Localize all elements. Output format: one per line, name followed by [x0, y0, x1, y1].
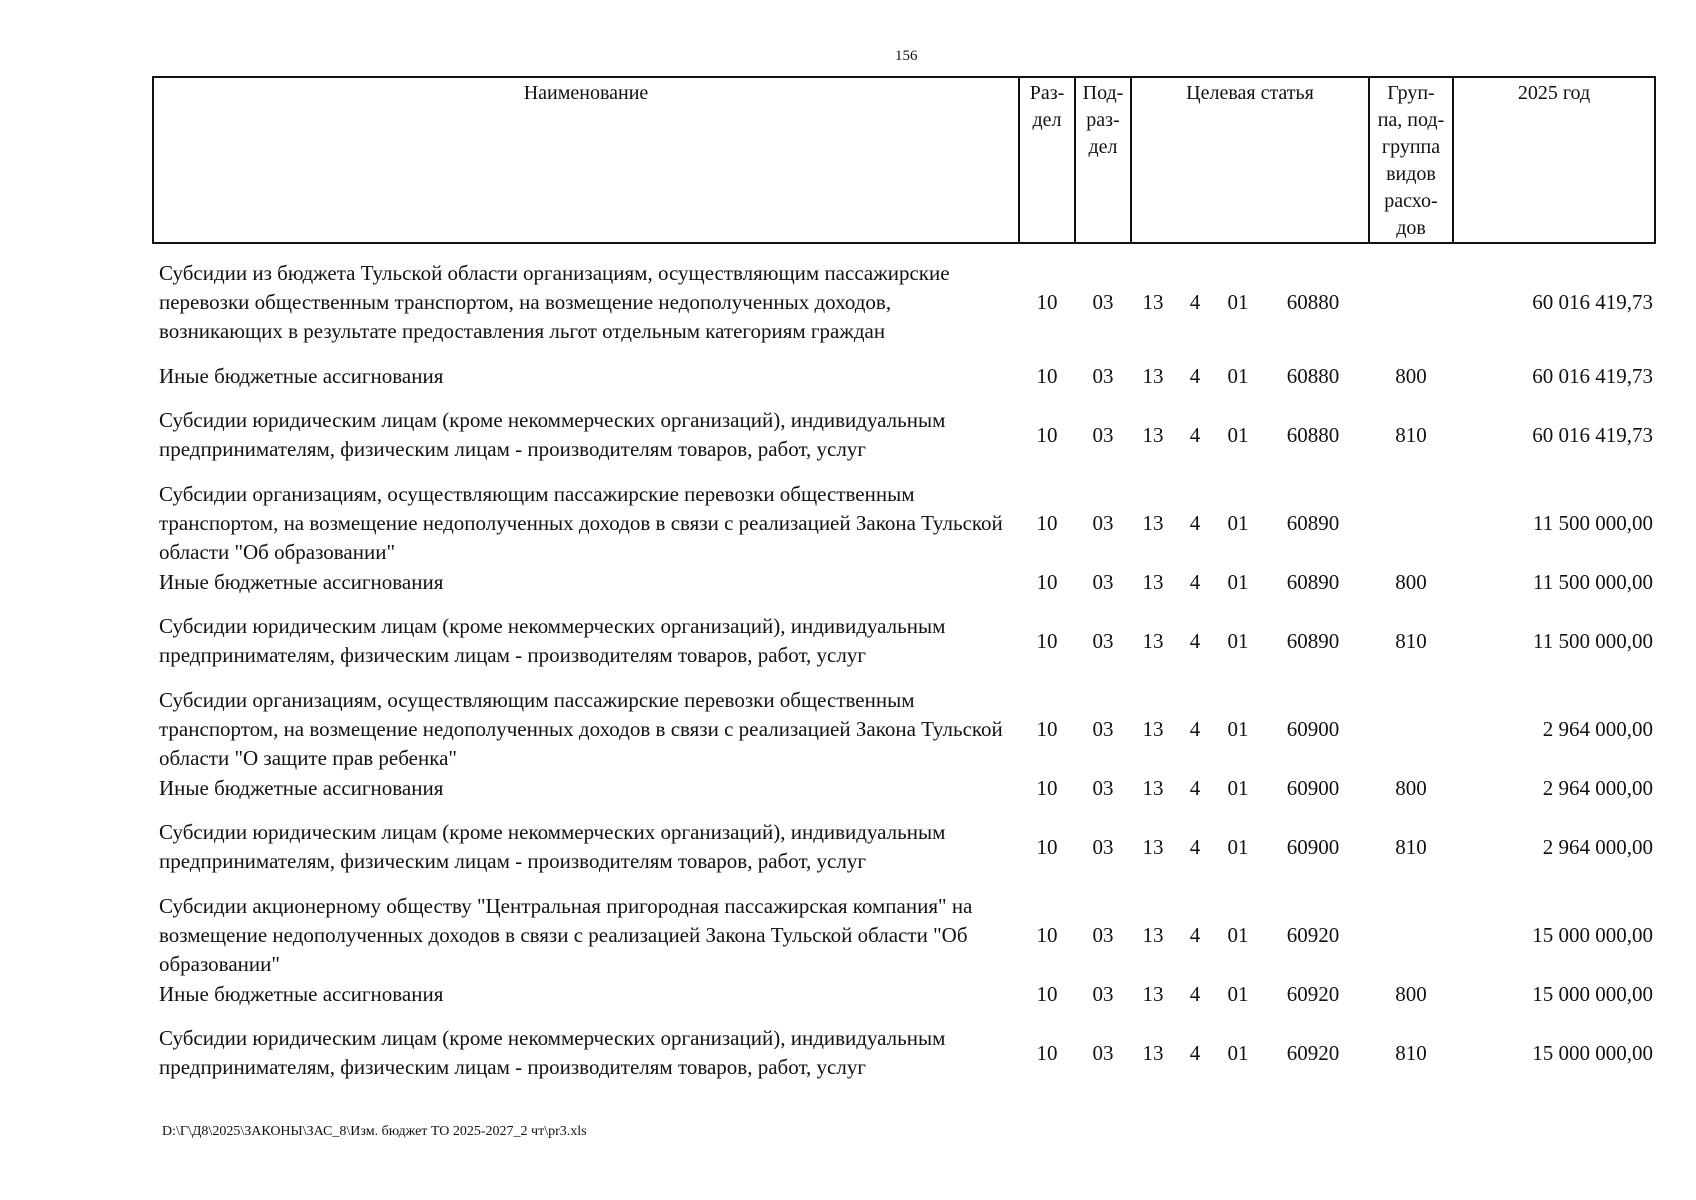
target-part-4: 60920 — [1286, 1040, 1340, 1065]
row-target-article — [1131, 361, 1369, 391]
row-expense-group — [1369, 685, 1453, 773]
target-part-4: 60900 — [1286, 716, 1340, 741]
row-amount: 2 964 000,00 — [1542, 775, 1653, 800]
table-row — [153, 891, 1655, 979]
row-razdel: 10 — [1036, 775, 1058, 800]
row-razdel: 10 — [1036, 628, 1058, 653]
row-name: Иные бюджетные ассигнования — [159, 775, 444, 800]
target-part-3: 01 — [1227, 981, 1249, 1006]
row-razdel: 10 — [1036, 716, 1058, 741]
row-name: Субсидии юридическим лицам (кроме некоммерческих организаций), индивидуальным предпринимателям, физическим лицам - производителям товаров, работ, услуг — [159, 614, 946, 667]
target-part-3: 01 — [1227, 569, 1249, 594]
table-row — [153, 597, 1655, 685]
target-part-3: 01 — [1227, 834, 1249, 859]
target-part-4: 60900 — [1286, 834, 1340, 859]
row-podrazdel: 03 — [1092, 922, 1114, 947]
row-expense-group: 810 — [1395, 834, 1427, 859]
row-target-article — [1131, 391, 1369, 479]
row-target-article — [1131, 979, 1369, 1009]
target-part-3: 01 — [1227, 363, 1249, 388]
row-podrazdel: 03 — [1092, 510, 1114, 535]
target-part-1: 13 — [1142, 628, 1164, 653]
target-part-4: 60890 — [1286, 628, 1340, 653]
row-name: Иные бюджетные ассигнования — [159, 981, 444, 1006]
row-amount: 60 016 419,73 — [1532, 422, 1653, 447]
target-part-1: 13 — [1142, 775, 1164, 800]
row-name: Субсидии юридическим лицам (кроме некоммерческих организаций), индивидуальным предпринимателям, физическим лицам - производителям товаров, работ, услуг — [159, 1026, 946, 1079]
row-amount: 11 500 000,00 — [1533, 628, 1653, 653]
table-row — [153, 391, 1655, 479]
header-target-article: Целевая статья — [1131, 77, 1369, 243]
target-part-3: 01 — [1227, 290, 1249, 314]
row-podrazdel: 03 — [1092, 290, 1114, 314]
target-part-1: 13 — [1142, 834, 1164, 859]
row-amount: 11 500 000,00 — [1533, 510, 1653, 535]
row-podrazdel: 03 — [1092, 775, 1114, 800]
row-podrazdel: 03 — [1092, 981, 1114, 1006]
row-amount: 15 000 000,00 — [1532, 922, 1653, 947]
row-expense-group — [1369, 479, 1453, 567]
target-part-2: 4 — [1189, 422, 1201, 447]
header-year-2025: 2025 год — [1453, 77, 1655, 243]
row-name: Иные бюджетные ассигнования — [159, 363, 444, 388]
target-part-1: 13 — [1142, 922, 1164, 947]
row-razdel: 10 — [1036, 834, 1058, 859]
target-part-4: 60920 — [1286, 981, 1340, 1006]
target-part-1: 13 — [1142, 1040, 1164, 1065]
row-expense-group: 800 — [1395, 981, 1427, 1006]
target-part-4: 60900 — [1286, 775, 1340, 800]
row-expense-group — [1369, 243, 1453, 361]
target-part-1: 13 — [1142, 290, 1164, 314]
header-razdel: Раз- дел — [1019, 77, 1075, 243]
row-name: Субсидии из бюджета Тульской области организациям, осуществляющим пассажирские перевозки общественным транспортом, на возмещение недополученных доходов, возникающих в результате предоставления льгот отдельным категориям граждан — [159, 261, 950, 343]
row-amount: 60 016 419,73 — [1532, 363, 1653, 388]
row-amount: 2 964 000,00 — [1542, 716, 1653, 741]
row-expense-group — [1369, 891, 1453, 979]
row-target-article — [1131, 1009, 1369, 1097]
row-razdel: 10 — [1036, 569, 1058, 594]
table-row — [153, 479, 1655, 567]
target-part-1: 13 — [1142, 716, 1164, 741]
target-part-2: 4 — [1189, 569, 1201, 594]
target-part-2: 4 — [1189, 922, 1201, 947]
row-razdel: 10 — [1036, 510, 1058, 535]
target-part-4: 60920 — [1286, 922, 1340, 947]
row-amount: 60 016 419,73 — [1532, 290, 1653, 314]
target-part-2: 4 — [1189, 716, 1201, 741]
row-target-article — [1131, 773, 1369, 803]
table-row — [153, 803, 1655, 891]
table-row — [153, 361, 1655, 391]
row-target-article — [1131, 891, 1369, 979]
row-razdel: 10 — [1036, 1040, 1058, 1065]
table-row — [153, 685, 1655, 773]
target-part-2: 4 — [1189, 775, 1201, 800]
table-row — [153, 1009, 1655, 1097]
target-part-1: 13 — [1142, 569, 1164, 594]
row-name: Субсидии организациям, осуществляющим пассажирские перевозки общественным транспортом, на возмещение недополученных доходов в связи с реализацией Закона Тульской области "О защите прав ребенка" — [159, 687, 1003, 770]
row-razdel: 10 — [1036, 922, 1058, 947]
row-podrazdel: 03 — [1092, 569, 1114, 594]
target-part-2: 4 — [1189, 628, 1201, 653]
target-part-3: 01 — [1227, 422, 1249, 447]
row-name: Субсидии юридическим лицам (кроме некоммерческих организаций), индивидуальным предпринимателям, физическим лицам - производителям товаров, работ, услуг — [159, 820, 946, 873]
row-expense-group: 800 — [1395, 569, 1427, 594]
header-podrazdel: Под- раз- дел — [1075, 77, 1131, 243]
target-part-2: 4 — [1189, 981, 1201, 1006]
row-amount: 15 000 000,00 — [1532, 1040, 1653, 1065]
target-part-3: 01 — [1227, 628, 1249, 653]
target-part-4: 60890 — [1286, 510, 1340, 535]
target-part-3: 01 — [1227, 1040, 1249, 1065]
row-razdel: 10 — [1036, 981, 1058, 1006]
target-part-2: 4 — [1189, 834, 1201, 859]
row-amount: 15 000 000,00 — [1532, 981, 1653, 1006]
table-row — [153, 567, 1655, 597]
row-razdel: 10 — [1036, 422, 1058, 447]
row-amount: 11 500 000,00 — [1533, 569, 1653, 594]
target-part-4: 60880 — [1286, 422, 1340, 447]
row-target-article — [1131, 243, 1369, 361]
row-target-article — [1131, 803, 1369, 891]
row-name: Субсидии юридическим лицам (кроме некоммерческих организаций), индивидуальным предпринимателям, физическим лицам - производителям товаров, работ, услуг — [159, 408, 946, 461]
target-part-3: 01 — [1227, 922, 1249, 947]
budget-table-container — [152, 76, 1654, 1097]
budget-table — [152, 76, 1656, 1097]
table-row — [153, 773, 1655, 803]
row-expense-group: 800 — [1395, 775, 1427, 800]
target-part-1: 13 — [1142, 510, 1164, 535]
row-name: Субсидии организациям, осуществляющим пассажирские перевозки общественным транспортом, на возмещение недополученных доходов в связи с реализацией Закона Тульской области "Об образовании" — [159, 481, 1003, 564]
table-row — [153, 979, 1655, 1009]
row-target-article — [1131, 479, 1369, 567]
target-part-3: 01 — [1227, 510, 1249, 535]
table-row — [153, 243, 1655, 361]
row-expense-group: 800 — [1395, 363, 1427, 388]
row-expense-group: 810 — [1395, 628, 1427, 653]
target-part-2: 4 — [1189, 1040, 1201, 1065]
row-podrazdel: 03 — [1092, 834, 1114, 859]
target-part-1: 13 — [1142, 422, 1164, 447]
target-part-1: 13 — [1142, 981, 1164, 1006]
target-part-3: 01 — [1227, 716, 1249, 741]
row-target-article — [1131, 597, 1369, 685]
row-expense-group: 810 — [1395, 422, 1427, 447]
target-part-2: 4 — [1189, 363, 1201, 388]
row-razdel: 10 — [1036, 363, 1058, 388]
row-podrazdel: 03 — [1092, 628, 1114, 653]
row-podrazdel: 03 — [1092, 422, 1114, 447]
file-path-footer: D:\Г\Д8\2025\ЗАКОНЫ\ЗАС_8\Изм. бюджет ТО 2025-2027_2 чт\pr3.xls — [162, 1124, 587, 1139]
table-header — [153, 77, 1655, 243]
row-podrazdel: 03 — [1092, 1040, 1114, 1065]
row-name: Субсидии акционерному обществу "Центральная пригородная пассажирская компания" на возмещение недополученных доходов в связи с реализацией Закона Тульской области "Об образовании" — [159, 893, 973, 976]
header-row — [153, 77, 1655, 243]
row-podrazdel: 03 — [1092, 363, 1114, 388]
target-part-1: 13 — [1142, 363, 1164, 388]
target-part-3: 01 — [1227, 775, 1249, 800]
target-part-4: 60880 — [1286, 290, 1340, 314]
target-part-4: 60880 — [1286, 363, 1340, 388]
row-podrazdel: 03 — [1092, 716, 1114, 741]
header-expense-group: Груп- па, под- группа видов расхо- дов — [1369, 77, 1453, 243]
row-razdel: 10 — [1036, 290, 1058, 314]
row-amount: 2 964 000,00 — [1542, 834, 1653, 859]
table-body — [153, 243, 1655, 1097]
target-part-4: 60890 — [1286, 569, 1340, 594]
row-expense-group: 810 — [1395, 1040, 1427, 1065]
header-name: Наименование — [153, 77, 1019, 243]
row-target-article — [1131, 567, 1369, 597]
page-number: 156 — [895, 48, 918, 64]
row-name: Иные бюджетные ассигнования — [159, 569, 444, 594]
target-part-2: 4 — [1189, 510, 1201, 535]
target-part-2: 4 — [1189, 290, 1201, 314]
row-target-article — [1131, 685, 1369, 773]
